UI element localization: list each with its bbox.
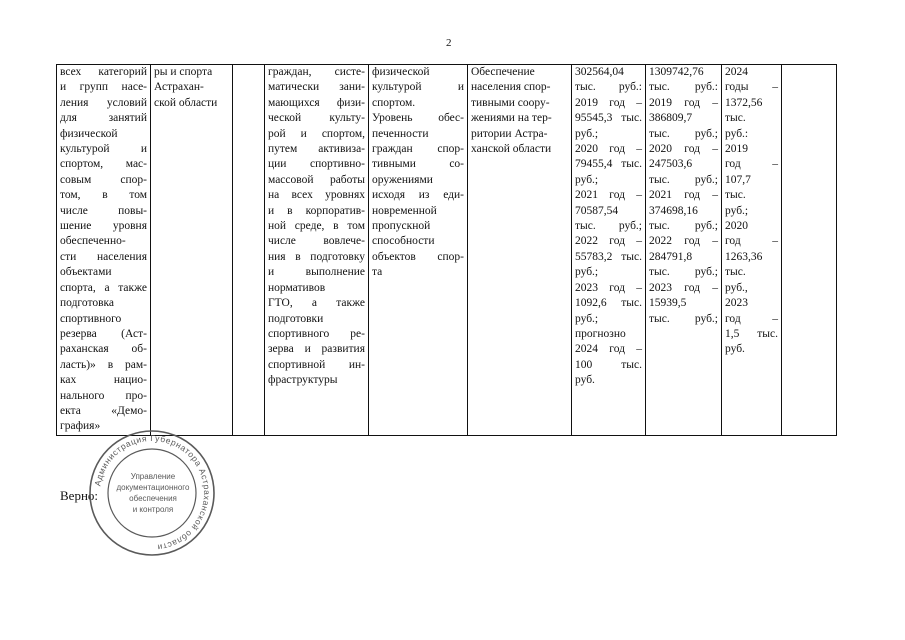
official-stamp — [87, 428, 217, 558]
cell-line: и в корпоратив- — [268, 204, 365, 217]
cell-line: физической — [372, 66, 430, 78]
cell-line: объектов спор- — [372, 250, 464, 263]
cell-line: тыс. руб.: — [649, 81, 718, 94]
cell-line: 2020 — [725, 220, 748, 233]
cell-text — [268, 65, 365, 389]
cell-line: ры и спорта — [154, 66, 213, 78]
cell-line: подготовки — [268, 312, 324, 325]
cell-line: 79455,4 тыс. — [575, 158, 642, 171]
cell-empty — [782, 65, 837, 436]
cell-line: матически зани- — [268, 81, 365, 94]
verno-label: Верно: — [60, 488, 99, 503]
cell-line: совым спор- — [60, 173, 147, 186]
cell-line: 374698,16 — [649, 204, 698, 217]
cell-line: всех категорий — [60, 66, 147, 78]
cell-line: тыс. — [725, 266, 746, 279]
cell-line: руб., — [725, 281, 748, 294]
cell-line: ской области — [154, 96, 218, 109]
cell-line: спорта, а также — [60, 281, 147, 294]
cell-line: тыс. руб.: — [575, 81, 642, 94]
cell-empty — [233, 65, 265, 436]
cell-line: 2024 — [725, 66, 748, 78]
cell-line: шение уровня — [60, 220, 147, 233]
cell-line: тивными соору- — [471, 96, 550, 109]
cell-line: Астрахан- — [154, 81, 204, 94]
cell-line: тыс. руб.; — [649, 312, 718, 325]
cell-line: 2023 год – — [575, 281, 642, 294]
cell-line: 70587,54 — [575, 204, 619, 217]
cell-line: 100 тыс. — [575, 358, 642, 371]
cell-line: способности — [372, 235, 435, 248]
cell-line: 2019 год – — [649, 96, 718, 109]
cell-line: руб.; — [575, 127, 599, 140]
cell-line: руб.; — [575, 173, 599, 186]
stamp-inner-ring — [108, 449, 196, 537]
cell-line: нального про- — [60, 389, 147, 402]
cell-text — [372, 65, 464, 281]
cell-line: тыс. руб.; — [575, 220, 642, 233]
cell-text — [649, 65, 718, 327]
cell-line: 2023 — [725, 297, 748, 310]
cell-line: объектами — [60, 266, 112, 279]
cell-line: спортивного — [60, 312, 122, 325]
cell-line: год – — [725, 158, 778, 171]
cell-line: ной среде, в том — [268, 220, 365, 233]
svg-text:и контроля: и контроля — [132, 505, 174, 514]
cell-line: 386809,7 — [649, 112, 693, 125]
table-row — [57, 65, 837, 436]
cell-line: 2020 год – — [649, 143, 718, 156]
cell-line: фраструктуры — [268, 374, 338, 387]
cell-line: спортивного ре- — [268, 327, 365, 340]
cell-funding-regional — [646, 65, 722, 436]
cell-line: 2022 год – — [575, 235, 642, 248]
cell-line: том, в том — [60, 189, 147, 202]
cell-program-name — [57, 65, 151, 436]
cell-line: 15939,5 — [649, 297, 687, 310]
cell-line: ния в подготовку — [268, 250, 365, 263]
cell-line: Уровень обес- — [372, 112, 464, 125]
cell-text — [725, 65, 778, 358]
cell-line: 1,5 тыс. — [725, 327, 778, 340]
cell-line: числе вовлече- — [268, 235, 365, 248]
cell-line: тыс. руб.; — [649, 266, 718, 279]
cell-line: печенности — [372, 127, 429, 140]
cell-line: 1092,6 тыс. — [575, 297, 642, 310]
stamp-center-text — [117, 472, 191, 514]
cell-line: нормативов — [268, 281, 326, 294]
cell-line: руб.; — [725, 204, 749, 217]
cell-funding-federal — [572, 65, 646, 436]
cell-line: и групп насе- — [60, 81, 147, 94]
cell-line: спортивной ин- — [268, 358, 365, 371]
cell-line: тыс. руб.; — [649, 220, 718, 233]
page-number: 2 — [446, 37, 452, 49]
cell-funding-local — [722, 65, 782, 436]
cell-line: прогнозно — [575, 327, 626, 340]
cell-text — [575, 65, 642, 389]
cell-line: оружениями — [372, 173, 433, 186]
cell-line: на всех уровнях — [268, 189, 365, 202]
cell-line: и выполнение — [268, 266, 365, 279]
cell-line: тивными со- — [372, 158, 464, 171]
cell-line: новременной — [372, 204, 437, 217]
cell-result — [468, 65, 572, 436]
cell-line: ритории Астра- — [471, 127, 548, 140]
cell-line: руб. — [725, 343, 745, 356]
cell-line: резерва (Аст- — [60, 327, 147, 340]
cell-line: спортом, мас- — [60, 158, 147, 171]
cell-line: обеспеченно- — [60, 235, 126, 248]
cell-line: 2023 год – — [649, 281, 718, 294]
cell-line: пропускной — [372, 220, 431, 233]
cell-line: руб. — [575, 374, 595, 387]
document-table — [56, 64, 837, 436]
cell-line: 1263,36 — [725, 250, 763, 263]
cell-line: раханская об- — [60, 343, 147, 356]
cell-line: Обеспечение — [471, 66, 535, 78]
cell-line: массовой работы — [268, 173, 365, 186]
cell-line: ханской области — [471, 143, 552, 156]
cell-line: исходя из еди- — [372, 189, 464, 202]
cell-line: ках нацио- — [60, 374, 147, 387]
cell-line: руб.; — [575, 312, 599, 325]
stamp-ring-text: Администрация Губернатора Астраханской области — [92, 432, 213, 553]
cell-line: сти населения — [60, 250, 147, 263]
cell-line: числе повы- — [60, 204, 147, 217]
cell-line: год – — [725, 235, 778, 248]
cell-line: населения спор- — [471, 81, 551, 94]
cell-line: физической — [60, 127, 118, 140]
cell-line: ласть)» в рам- — [60, 358, 147, 371]
cell-goal — [265, 65, 369, 436]
cell-line: жениями на тер- — [471, 112, 552, 125]
cell-responsible — [151, 65, 233, 436]
cell-line: 247503,6 — [649, 158, 693, 171]
cell-line: графия» — [60, 420, 101, 433]
cell-line: 302564,04 — [575, 66, 624, 78]
cell-line: екта «Демо- — [60, 404, 147, 417]
cell-line: годы – — [725, 81, 778, 94]
cell-line: культурой и — [372, 81, 464, 94]
cell-line: 1309742,76 — [649, 66, 704, 78]
cell-line: 95545,3 тыс. — [575, 112, 642, 125]
cell-line: культурой и — [60, 143, 147, 156]
cell-line: мающихся физи- — [268, 96, 365, 109]
cell-line: тыс. — [725, 112, 746, 125]
cell-line: 2022 год – — [649, 235, 718, 248]
cell-line: для занятий — [60, 112, 147, 125]
cell-line: 55783,2 тыс. — [575, 250, 642, 263]
cell-line: зерва и развития — [268, 343, 365, 356]
cell-line: 2019 год – — [575, 96, 642, 109]
cell-line: ления условий — [60, 96, 147, 109]
cell-text — [60, 65, 147, 435]
cell-line: граждан спор- — [372, 143, 464, 156]
cell-line: 1372,56 — [725, 96, 763, 109]
cell-line: руб.; — [575, 266, 599, 279]
cell-line: тыс. руб.; — [649, 127, 718, 140]
cell-line: подготовка — [60, 297, 115, 310]
cell-line: тыс. руб.; — [649, 173, 718, 186]
cell-line: 107,7 — [725, 173, 751, 186]
svg-text:Управление: Управление — [130, 472, 176, 481]
cell-line: год – — [725, 312, 778, 325]
cell-line: та — [372, 266, 383, 279]
cell-line: рой и спортом, — [268, 127, 365, 140]
svg-text:документационного: документационного — [116, 483, 190, 492]
cell-line: тыс. — [725, 189, 746, 202]
cell-line: 284791,8 — [649, 250, 693, 263]
cell-line: 2021 год – — [575, 189, 642, 202]
cell-text — [154, 65, 229, 111]
cell-line: 2024 год – — [575, 343, 642, 356]
cell-line: путем активиза- — [268, 143, 365, 156]
cell-line: 2019 — [725, 143, 748, 156]
cell-line: 2020 год – — [575, 143, 642, 156]
cell-line: 2021 год – — [649, 189, 718, 202]
cell-line: граждан, систе- — [268, 66, 365, 78]
svg-text:обеспечения: обеспечения — [129, 494, 177, 503]
cell-line: ции спортивно- — [268, 158, 365, 171]
cell-line: спортом. — [372, 96, 416, 109]
cell-line: ческой культу- — [268, 112, 365, 125]
cell-line: ГТО, а также — [268, 297, 365, 310]
cell-indicator — [369, 65, 468, 436]
cell-text — [471, 65, 568, 157]
cell-line: руб.: — [725, 127, 749, 140]
